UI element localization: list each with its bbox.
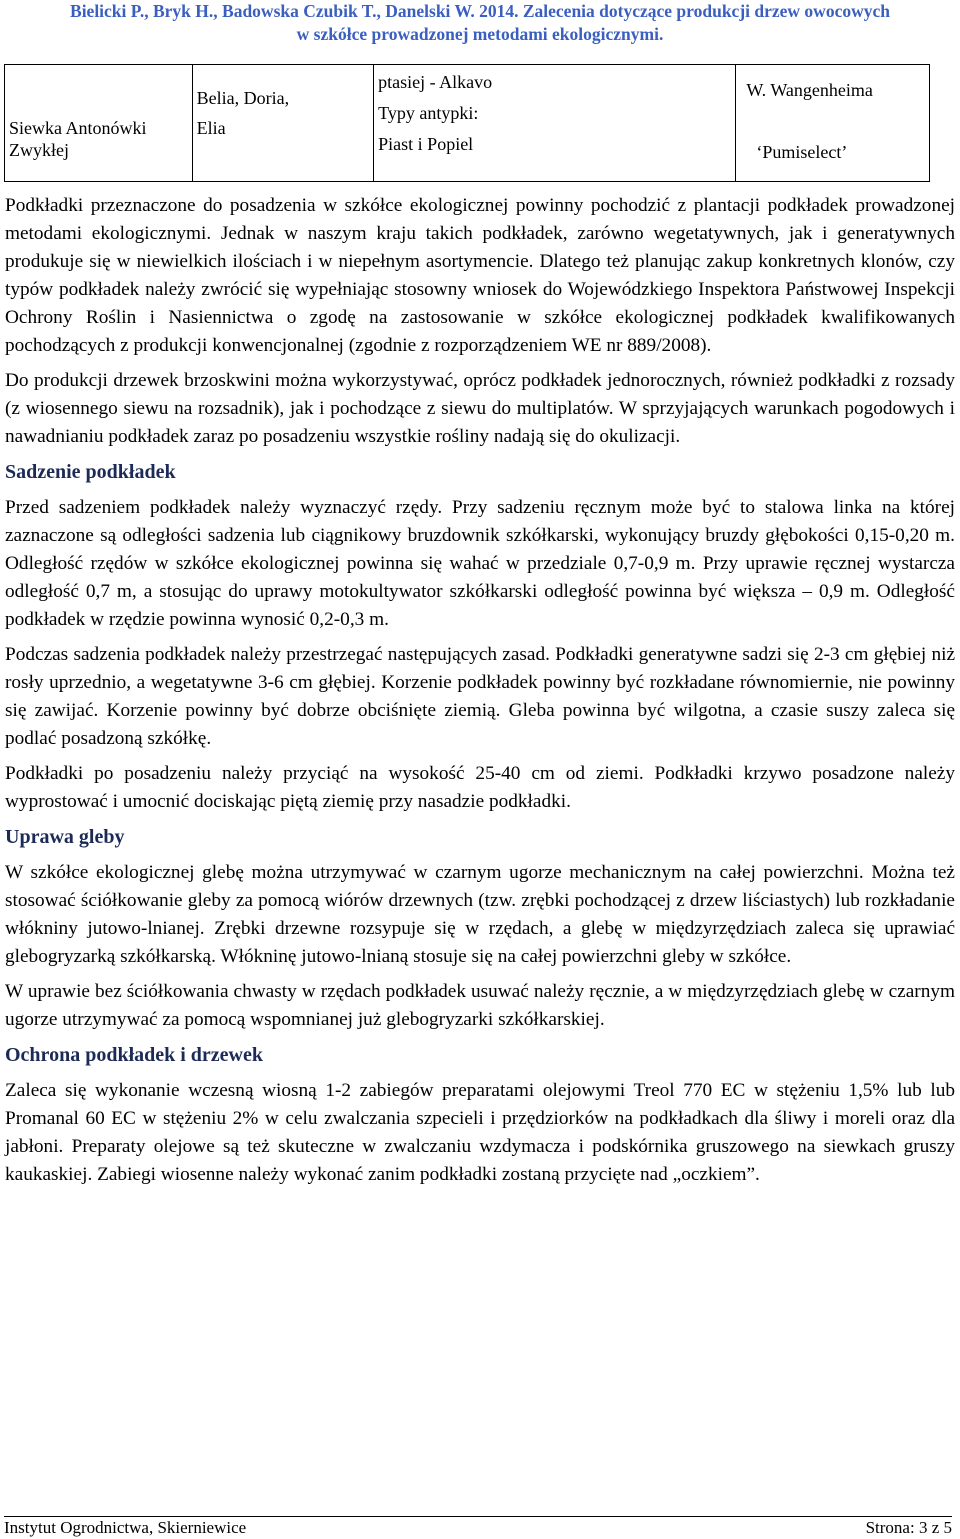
cell-text: W. Wangenheima	[746, 80, 873, 100]
section-heading-planting: Sadzenie podkładek	[5, 461, 176, 483]
cell-text: Typy antypki:	[378, 103, 479, 123]
cell-text: Siewka Antonówki	[9, 118, 147, 138]
paragraph: Podkładki po posadzeniu należy przyciąć na wysokość 25-40 cm od ziemi. Podkładki krzywo posadzone należy wyprostować i umocnić dociskając piętą ziemię przy nasadzie podkładki.	[5, 763, 955, 812]
cell-text: ptasiej - Alkavo	[378, 72, 493, 92]
document-body	[5, 192, 955, 1196]
header-line-2: w szkółce prowadzonej metodami ekologicznymi.	[296, 24, 664, 44]
paragraph: Do produkcji drzewek brzoskwini można wykorzystywać, oprócz podkładek jednorocznych, również podkładki z rozsady (z wiosennego siewu na rozsadnik), jak i pochodzące z siewu do multiplatów. W sprzyjających warunkach pogodowych i nawadnianiu podkładek zaraz po posadzeniu wszystkie rośliny nadają się do okulizacji.	[5, 370, 955, 447]
paragraph: Przed sadzeniem podkładek należy wyznaczyć rzędy. Przy sadzeniu ręcznym może być to stalowa linka na której zaznaczone są odległości sadzenia lub ciągnikowy bruzdownik szkółkarski, wykonujący bruzdy głębokości 0,15-0,20 m. Odległość rzędów w szkółce ekologicznej powinna się wahać w przedziale 0,7-0,9 m. Przy uprawie ręcznej wystarcza odległość 0,7 m, a stosując do uprawy motokultywator szkółkarski odległość powinna być większa – 0,9 m. Odległość podkładek w rzędzie powinna wynosić 0,2-0,3 m.	[5, 497, 955, 630]
cell-text: Belia, Doria,	[196, 88, 290, 108]
table-cell-species	[5, 65, 193, 182]
cell-text: Zwykłej	[9, 140, 69, 160]
section-heading-soil: Uprawa gleby	[5, 826, 125, 848]
page-footer	[4, 1516, 952, 1539]
footer-page-number: Strona: 3 z 5	[865, 1518, 952, 1537]
paragraph: W szkółce ekologicznej glebę można utrzymywać w czarnym ugorze mechanicznym na całej powierzchni. Można też stosować ściółkowanie gleby za pomocą wiórów drzewnych (tzw. zrębki pochodzącej z drzew liściastych) lub rozkładanie włókniny jutowo-lnianej. Zrębki drzewne rozsypuje się w rzędach, a glebę w międzyrzędziach zaleca się uprawiać glebogryzarką szkółkarską. Włókninę jutowo-lnianą stosuje się na całej powierzchni gleby w szkółce.	[5, 862, 955, 967]
cell-text: ‘Pumiselect’	[756, 142, 848, 162]
paragraph: Podczas sadzenia podkładek należy przestrzegać następujących zasad. Podkładki generatywne sadzi się 2-3 cm głębiej niż rosły uprzednio, a wegetatywne 3-6 cm głębiej. Korzenie podkładek powinny być rozkładane równomiernie, nie powinny się zawijać. Korzenie powinny być dobrze obciśnięte ziemią. Gleba powinna być wilgotna, a czasie suszy zaleca się podlać posadzoną szkółkę.	[5, 644, 955, 749]
table-row	[5, 65, 930, 182]
paragraph: Podkładki przeznaczone do posadzenia w szkółce ekologicznej powinny pochodzić z plantacji podkładek prowadzonej metodami ekologicznymi. Jednak w naszym kraju takich podkładek, zarówno wegetatywnych, jak i generatywnych produkuje się w niewielkich ilościach i w niepełnym asortymencie. Dlatego też planując zakup konkretnych klonów, czy typów podkładek należy zwrócić się wypełniając stosowny wniosek do Wojewódzkiego Inspektora Państwowej Inspekcji Ochrony Roślin i Nasiennictwa o zgodę na zastosowanie w szkółce ekologicznej podkładek kwalifikowanych pochodzących z produkcji konwencjonalnej (zgodnie z rozporządzeniem WE nr 889/2008).	[5, 195, 955, 356]
paragraph: Zaleca się wykonanie wczesną wiosną 1-2 zabiegów preparatami olejowymi Treol 770 EC w stężeniu 1,5% lub lub Promanal 60 EC w stężeniu 2% w celu zwalczania szpecieli i przędziorków na podkładkach dla śliwy i moreli oraz dla jabłoni. Preparaty olejowe są też skuteczne w zwalczaniu wzdymacza i podskórnika gruszowego na siewkach gruszy kaukaskiej. Zabiegi wiosenne należy wykonać zanim podkładki zostaną przycięte nad „oczkiem”.	[5, 1080, 955, 1185]
footer-institute: Instytut Ogrodnictwa, Skierniewice	[4, 1518, 247, 1537]
table-cell-cultivars	[192, 65, 374, 182]
paragraph: W uprawie bez ściółkowania chwasty w rzędach podkładek usuwać należy ręcznie, a w międzyrzędziach glebę w czarnym ugorze utrzymywać za pomocą wspomnianej już glebogryzarki szkółkarskiej.	[5, 981, 955, 1030]
rootstock-table-grid	[4, 64, 930, 182]
rootstock-table	[4, 64, 930, 182]
page-header	[0, 0, 960, 46]
section-heading-protection: Ochrona podkładek i drzewek	[5, 1044, 263, 1066]
table-cell-clones	[736, 65, 930, 182]
cell-text: Piast i Popiel	[378, 134, 474, 154]
table-cell-types	[374, 65, 736, 182]
header-line-1: Bielicki P., Bryk H., Badowska Czubik T., Danelski W. 2014. Zalecenia dotyczące produkcji drzew owocowych	[70, 1, 890, 21]
cell-text: Elia	[196, 118, 226, 138]
